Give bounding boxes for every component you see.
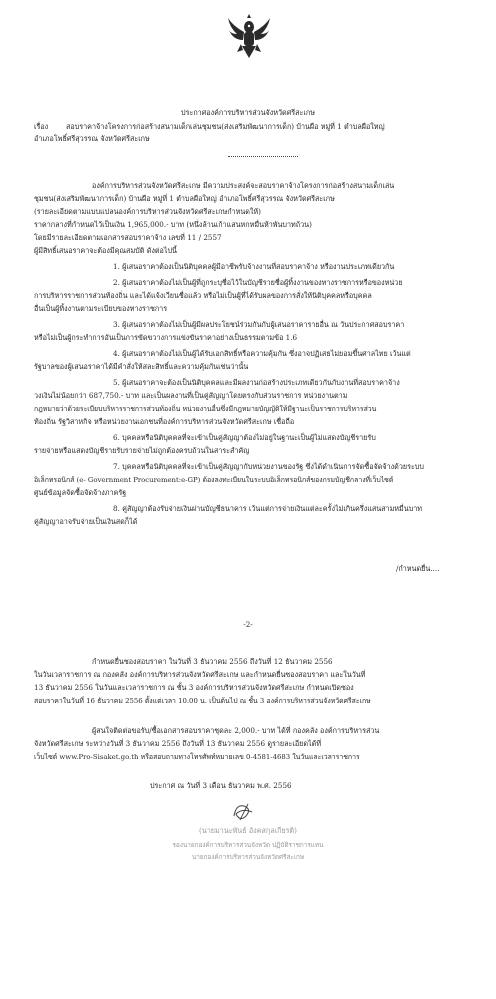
qualification-item: วงเงินไม่น้อยกว่า 687,750.- บาท และเป็นผลงานที่เป็นคู่สัญญาโดยตรงกับส่วนราชการ หน่วยงานตาม	[34, 391, 348, 400]
qualification-item: กฎหมายว่าด้วยระเบียบบริหารราชการส่วนท้องถิ่น หน่วยงานอื่นซึ่งมีกฎหมายบัญญัติให้มีฐานะเป็นราชการบริหารส่วน	[34, 405, 377, 413]
qualification-item: 7. บุคคลหรือนิติบุคคลที่จะเข้าเป็นคู่สัญญากับหน่วยงานของรัฐ ซึ่งได้ดำเนินการจัดซื้อจัดจ้างด้วยระบบ	[113, 462, 424, 471]
qualification-item: อิเล็กทรอนิกส์ (e- Government Procurement:e-GP) ต้องลงทะเบียนในระบบอิเล็กทรอนิกส์ของกรมบัญชีกลางที่เว็บไซต์	[34, 476, 394, 484]
subject-line-1: สอบราคาจ้างโครงการก่อสร้างสนามเด็กเล่นชุมชน(ส่งเสริมพัฒนาการเด็ก) บ้านผือ หมู่ที่ 1 ตำบลผือใหญ่	[66, 122, 385, 131]
qualification-heading: ผู้มีสิทธิ์เสนอราคาจะต้องมีคุณสมบัติ ดังต่อไปนี้	[34, 246, 177, 255]
qualification-item: 8. คู่สัญญาต้องรับจ่ายเงินผ่านบัญชีธนาคาร เว้นแต่การจ่ายเงินแต่ละครั้งไม่เกินครึ่งแสนสามหมื่นบาท	[113, 504, 423, 513]
schedule-line: 13 ธันวาคม 2556 ในวันและเวลาราชการ ณ ชั้น 3 องค์การบริหารส่วนจังหวัดศรีสะเกษ กำหนดเปิดซอง	[34, 683, 354, 692]
purchase-line: เว็บไซต์ www.Pro-Sisaket.go.th หรือสอบถามทางโทรศัพท์หมายเลข 0-4581-4683 ในวันและเวลาราชการ	[34, 753, 360, 761]
continued-marker: /กำหนดยื่น....	[396, 564, 440, 573]
purchase-line: จังหวัดศรีสะเกษ ระหว่างวันที่ 3 ธันวาคม 2556 ถึงวันที่ 13 ธันวาคม 2556 ดูรายละเอียดได้ที่	[34, 739, 322, 748]
qualification-item: ท้องถิ่น รัฐวิสาหกิจ หรือหน่วยงานเอกชนที่องค์การบริหารส่วนจังหวัดศรีสะเกษ เชื่อถือ	[34, 417, 295, 426]
schedule-line: กำหนดยื่นซองสอบราคา ในวันที่ 3 ธันวาคม 2556 ถึงวันที่ 12 ธันวาคม 2556	[92, 657, 333, 666]
schedule-line: ในวันเวลาราชการ ณ กองคลัง องค์การบริหารส่วนจังหวัดศรีสะเกษ และกำหนดยื่นซองสอบราคา และในวันที่	[34, 670, 366, 679]
qualification-item: 4. ผู้เสนอราคาต้องไม่เป็นผู้ได้รับเอกสิทธิ์หรือความคุ้มกัน ซึ่งอาจปฏิเสธไม่ยอมขึ้นศาลไทย เว้นแต่	[113, 349, 411, 358]
purchase-line: ผู้สนใจติดต่อขอรับ/ซื้อเอกสารสอบราคาชุดละ 2,000.- บาท ได้ที่ กองคลัง องค์การบริหารส่วน	[92, 726, 380, 735]
signatory-position: นายกองค์การบริหารส่วนจังหวัดศรีสะเกษ	[191, 853, 305, 861]
qualification-item: คู่สัญญาอาจรับจ่ายเป็นเงินสดก็ได้	[34, 517, 138, 526]
qualification-item: รัฐบาลของผู้เสนอราคาได้มีคำสั่งให้สละสิทธิ์และความคุ้มกันเช่นว่านั้น	[34, 362, 249, 371]
intro-line: (รายละเอียดตามแบบแปลนองค์การบริหารส่วนจังหวัดศรีสะเกษกำหนดให้)	[34, 207, 261, 216]
page-number: -2-	[243, 620, 253, 629]
qualification-item: หรือไม่เป็นผู้กระทำการอันเป็นการขัดขวางการแข่งขันราคาอย่างเป็นธรรมตามข้อ 1.6	[34, 333, 298, 342]
reference-price-line: ราคากลางที่กำหนดไว้เป็นเงิน 1,965,000.- บาท (หนึ่งล้านเก้าแสนหกหมื่นห้าพันบาทถ้วน)	[34, 220, 312, 229]
qualification-item: อื่นเป็นผู้ทิ้งงานตามระเบียบของทางราชการ	[34, 304, 168, 313]
intro-line: ชุมชน(ส่งเสริมพัฒนาการเด็ก) บ้านผือ หมู่ที่ 1 ตำบลผือใหญ่ อำเภอโพธิ์ศรีสุวรรณ จังหวัดศรีสะเกษ	[34, 194, 335, 203]
announcement-title: ประกาศองค์การบริหารส่วนจังหวัดศรีสะเกษ	[181, 108, 315, 117]
subject-label: เรื่อง	[34, 122, 49, 131]
qualification-item: 6. บุคคลหรือนิติบุคคลที่จะเข้าเป็นคู่สัญญาต้องไม่อยู่ในฐานะเป็นผู้ไม่แสดงบัญชีรายรับ	[113, 433, 376, 442]
qualification-item: 5. ผู้เสนอราคาจะต้องเป็นนิติบุคคลและมีผลงานก่อสร้างประเภทเดียวกันกับงานที่สอบราคาจ้าง	[113, 378, 400, 387]
qualification-item: ศูนย์ข้อมูลจัดซื้อจัดจ้างภาครัฐ	[34, 488, 127, 497]
title-divider	[228, 156, 298, 157]
announcement-date: ประกาศ ณ วันที่ 3 เดือน ธันวาคม พ.ศ. 2556	[150, 781, 292, 790]
qualification-item: 2. ผู้เสนอราคาต้องไม่เป็นผู้ที่ถูกระบุชื่อไว้ในบัญชีรายชื่อผู้ทิ้งงานของทางราชการหรือของหน่วย	[113, 278, 403, 287]
document-number-line: โดยมีรายละเอียดตามเอกสารสอบราคาจ้าง เลขที่ 11 / 2557	[34, 233, 222, 242]
schedule-line: สอบราคาในวันที่ 16 ธันวาคม 2556 ตั้งแต่เวลา 10.00 น. เป็นต้นไป ณ ชั้น 3 องค์การบริหารส่วนจังหวัดศรีสะเกษ	[34, 697, 371, 705]
signatory-name: (นายมานะพันธ์ อังคสกุลเกียรติ)	[199, 826, 297, 835]
intro-line: องค์การบริหารส่วนจังหวัดศรีสะเกษ มีความประสงค์จะสอบราคาจ้างโครงการก่อสร้างสนามเด็กเล่น	[92, 181, 395, 190]
qualification-item: รายจ่ายหรือแสดงบัญชีรายรับรายจ่ายไม่ถูกต้องครบถ้วนในสาระสำคัญ	[34, 446, 250, 455]
qualification-item: 1. ผู้เสนอราคาต้องเป็นนิติบุคคลผู้มีอาชีพรับจ้างงานที่สอบราคาจ้าง หรืองานประเภทเดียวกัน	[113, 262, 395, 271]
qualification-item: การบริหารราชการส่วนท้องถิ่น และได้แจ้งเวียนชื่อแล้ว หรือไม่เป็นผู้ที่ได้รับผลของการสั่งให้นิติบุคคลหรือบุคคล	[34, 291, 372, 300]
qualification-item: 3. ผู้เสนอราคาต้องไม่เป็นผู้มีผลประโยชน์ร่วมกันกับผู้เสนอราคารายอื่น ณ วันประกาศสอบราคา	[113, 320, 405, 329]
signature-icon	[228, 800, 258, 824]
garuda-emblem-icon	[227, 14, 271, 60]
subject-line-2: อำเภอโพธิ์ศรีสุวรรณ จังหวัดศรีสะเกษ	[34, 134, 150, 143]
signatory-position: รองนายกองค์การบริหารส่วนจังหวัด ปฏิบัติราชการแทน	[172, 841, 324, 849]
